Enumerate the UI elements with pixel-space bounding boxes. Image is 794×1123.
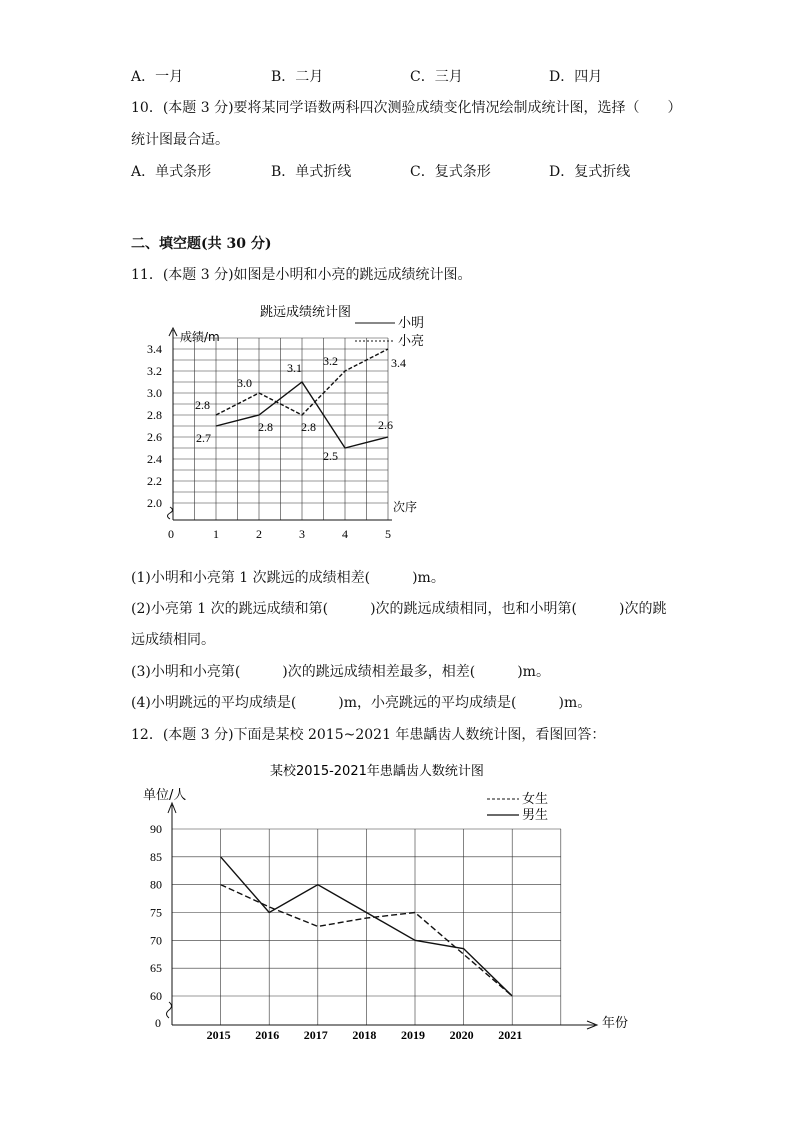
chart1-origin: 0: [168, 527, 174, 541]
q11-sub1: (1)小明和小亮第 1 次跳远的成绩相差( )m。: [131, 570, 445, 586]
q10-option-b[interactable]: B．单式折线: [271, 164, 352, 180]
q12-intro: 12．(本题 3 分)下面是某校 2015~2021 年患龋齿人数统计图，看图回答：: [131, 727, 606, 743]
legend-xiaoliang: 小亮: [398, 334, 425, 349]
x-tick-label: 2015: [206, 1028, 231, 1042]
y-tick-label: 2.0: [147, 496, 162, 510]
y-tick-label: 85: [150, 849, 162, 864]
q9-option-c[interactable]: C．三月: [410, 69, 463, 85]
y-tick-label: 2.4: [147, 452, 162, 466]
data-label: 2.7: [196, 431, 211, 445]
x-tick-label: 5: [385, 527, 391, 541]
chart1-legend: [355, 316, 424, 349]
x-tick-label: 2018: [352, 1028, 377, 1042]
chart2-title: 某校2015-2021年患龋齿人数统计图: [270, 764, 484, 779]
data-label: 2.8: [258, 420, 273, 434]
q11-sub2-line1: (2)小亮第 1 次的跳远成绩和第( )次的跳远成绩相同，也和小明第( )次的跳: [131, 601, 667, 617]
long-jump-chart: [130, 295, 450, 550]
x-tick-label: 2: [256, 527, 262, 541]
chart1-title: 跳远成绩统计图: [260, 305, 352, 320]
y-tick-label: 3.2: [147, 364, 162, 378]
x-tick-label: 2016: [255, 1028, 280, 1042]
data-label: 2.8: [195, 398, 210, 412]
q11-sub4: (4)小明跳远的平均成绩是( )m，小亮跳远的平均成绩是( )m。: [131, 695, 592, 711]
y-tick-label: 75: [150, 905, 162, 920]
data-label: 2.6: [378, 418, 393, 432]
section-heading: 二、填空题(共 30 分): [131, 236, 272, 252]
chart2-legend: [487, 791, 548, 823]
q10-stem-line2: 统计图最合适。: [131, 132, 229, 148]
q10-option-a[interactable]: A．单式条形: [131, 164, 212, 180]
y-tick-label: 60: [150, 989, 162, 1003]
chart1-x-label: 次序: [393, 500, 418, 514]
q10-stem-line1: 10．(本题 3 分)要将某同学语数两科四次测验成绩变化情况绘制成统计图，选择（ ）: [131, 100, 682, 116]
data-label: 2.8: [301, 420, 316, 434]
q11-sub2-line2: 远成绩相同。: [131, 632, 215, 648]
y-tick-label: 2.8: [147, 408, 162, 422]
x-tick-label: 1: [213, 527, 219, 541]
legend-girls: 女生: [522, 792, 549, 807]
data-label: 3.2: [323, 354, 338, 368]
x-tick-label: 3: [299, 527, 305, 541]
x-tick-label: 4: [342, 527, 348, 541]
data-label: 3.1: [287, 361, 302, 375]
x-tick-label: 2020: [449, 1028, 474, 1042]
chart1-y-label: 成绩/m: [180, 330, 220, 344]
data-label: 3.0: [237, 376, 252, 390]
tooth-decay-chart: [135, 755, 640, 1045]
legend-xiaoming: 小明: [398, 316, 425, 331]
q11-sub3: (3)小明和小亮第( )次的跳远成绩相差最多，相差( )m。: [131, 664, 550, 680]
data-label: 3.4: [391, 356, 406, 370]
x-tick-label: 2021: [498, 1028, 523, 1042]
x-tick-label: 2019: [401, 1028, 425, 1042]
y-tick-label: 90: [150, 822, 162, 836]
axis-break-icon: [167, 1002, 172, 1018]
y-tick-label: 65: [150, 961, 162, 976]
y-tick-label: 70: [150, 933, 162, 948]
y-tick-label: 3.0: [147, 386, 162, 400]
q10-option-c[interactable]: C．复式条形: [410, 164, 491, 180]
chart2-x-label: 年份: [602, 1016, 629, 1031]
y-tick-label: 80: [150, 877, 162, 892]
chart2-origin: 0: [155, 1016, 161, 1030]
q10-option-d[interactable]: D．复式折线: [549, 164, 631, 180]
x-tick-label: 2017: [303, 1028, 328, 1042]
legend-boys: 男生: [522, 808, 549, 823]
q9-option-b[interactable]: B．二月: [271, 69, 324, 85]
chart2-y-label: 单位/人: [143, 788, 187, 803]
q9-option-d[interactable]: D．四月: [549, 69, 603, 85]
q9-option-a[interactable]: A．一月: [131, 69, 184, 85]
y-tick-label: 2.6: [147, 430, 162, 444]
y-tick-label: 3.4: [147, 342, 162, 356]
y-tick-label: 2.2: [147, 474, 162, 488]
q11-intro: 11．(本题 3 分)如图是小明和小亮的跳远成绩统计图。: [131, 267, 472, 283]
data-label: 2.5: [323, 449, 338, 463]
axis-break-icon: [168, 507, 173, 519]
